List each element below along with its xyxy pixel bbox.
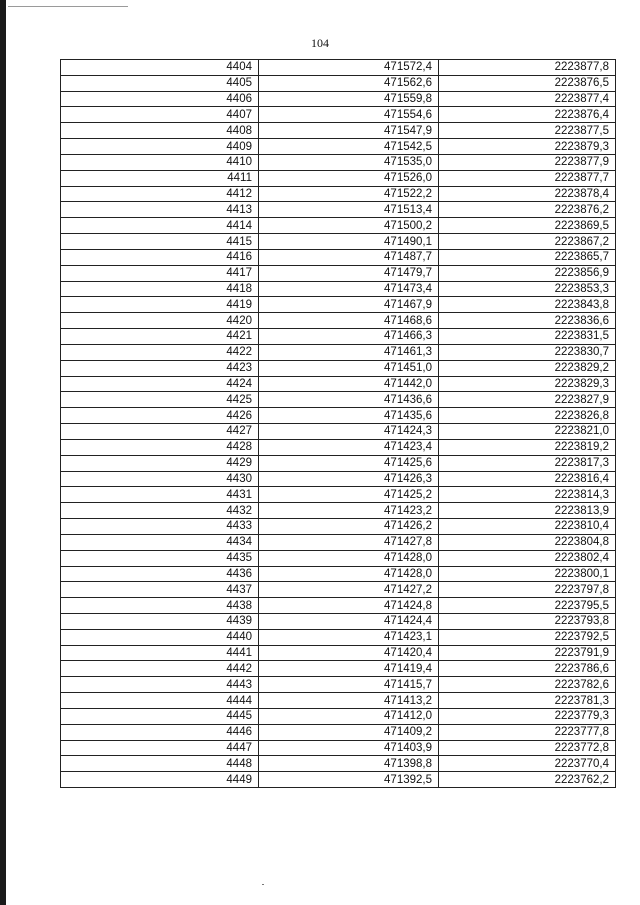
page-number: 104 xyxy=(311,36,329,50)
coordinates-table-body xyxy=(61,60,616,788)
x-coordinate-cell: 471428,0 xyxy=(259,566,439,582)
point-number-cell: 4446 xyxy=(61,724,259,740)
x-coordinate-cell: 471487,7 xyxy=(259,249,439,265)
point-number-cell: 4440 xyxy=(61,629,259,645)
table-row xyxy=(61,582,616,598)
x-coordinate-cell: 471413,2 xyxy=(259,693,439,709)
point-number-cell: 4417 xyxy=(61,265,259,281)
table-row xyxy=(61,566,616,582)
point-number-cell: 4433 xyxy=(61,519,259,535)
point-number-cell: 4414 xyxy=(61,218,259,234)
point-number-cell: 4447 xyxy=(61,740,259,756)
point-number-cell: 4445 xyxy=(61,708,259,724)
y-coordinate-cell: 2223781,3 xyxy=(439,693,616,709)
table-row xyxy=(61,60,616,76)
table-row xyxy=(61,139,616,155)
y-coordinate-cell: 2223819,2 xyxy=(439,439,616,455)
table-row xyxy=(61,629,616,645)
point-number-cell: 4438 xyxy=(61,598,259,614)
y-coordinate-cell: 2223802,4 xyxy=(439,550,616,566)
x-coordinate-cell: 471547,9 xyxy=(259,123,439,139)
point-number-cell: 4410 xyxy=(61,154,259,170)
x-coordinate-cell: 471415,7 xyxy=(259,677,439,693)
table-row xyxy=(61,772,616,788)
y-coordinate-cell: 2223879,3 xyxy=(439,139,616,155)
point-number-cell: 4407 xyxy=(61,107,259,123)
table-row xyxy=(61,740,616,756)
x-coordinate-cell: 471423,1 xyxy=(259,629,439,645)
x-coordinate-cell: 471420,4 xyxy=(259,645,439,661)
x-coordinate-cell: 471467,9 xyxy=(259,297,439,313)
x-coordinate-cell: 471500,2 xyxy=(259,218,439,234)
table-row xyxy=(61,534,616,550)
table-row xyxy=(61,550,616,566)
table-row xyxy=(61,424,616,440)
point-number-cell: 4411 xyxy=(61,170,259,186)
point-number-cell: 4442 xyxy=(61,661,259,677)
point-number-cell: 4408 xyxy=(61,123,259,139)
table-row xyxy=(61,677,616,693)
point-number-cell: 4409 xyxy=(61,139,259,155)
x-coordinate-cell: 471427,2 xyxy=(259,582,439,598)
point-number-cell: 4449 xyxy=(61,772,259,788)
x-coordinate-cell: 471412,0 xyxy=(259,708,439,724)
y-coordinate-cell: 2223869,5 xyxy=(439,218,616,234)
point-number-cell: 4435 xyxy=(61,550,259,566)
y-coordinate-cell: 2223772,8 xyxy=(439,740,616,756)
table-row xyxy=(61,329,616,345)
table-row xyxy=(61,154,616,170)
y-coordinate-cell: 2223829,2 xyxy=(439,360,616,376)
point-number-cell: 4436 xyxy=(61,566,259,582)
point-number-cell: 4406 xyxy=(61,91,259,107)
y-coordinate-cell: 2223865,7 xyxy=(439,249,616,265)
y-coordinate-cell: 2223826,8 xyxy=(439,408,616,424)
y-coordinate-cell: 2223876,2 xyxy=(439,202,616,218)
point-number-cell: 4441 xyxy=(61,645,259,661)
x-coordinate-cell: 471436,6 xyxy=(259,392,439,408)
table-row xyxy=(61,487,616,503)
x-coordinate-cell: 471424,8 xyxy=(259,598,439,614)
point-number-cell: 4432 xyxy=(61,503,259,519)
x-coordinate-cell: 471473,4 xyxy=(259,281,439,297)
y-coordinate-cell: 2223877,9 xyxy=(439,154,616,170)
y-coordinate-cell: 2223779,3 xyxy=(439,708,616,724)
y-coordinate-cell: 2223816,4 xyxy=(439,471,616,487)
y-coordinate-cell: 2223795,5 xyxy=(439,598,616,614)
y-coordinate-cell: 2223829,3 xyxy=(439,376,616,392)
y-coordinate-cell: 2223810,4 xyxy=(439,519,616,535)
y-coordinate-cell: 2223797,8 xyxy=(439,582,616,598)
x-coordinate-cell: 471424,3 xyxy=(259,424,439,440)
x-coordinate-cell: 471442,0 xyxy=(259,376,439,392)
y-coordinate-cell: 2223782,6 xyxy=(439,677,616,693)
x-coordinate-cell: 471409,2 xyxy=(259,724,439,740)
table-row xyxy=(61,170,616,186)
scan-edge xyxy=(0,0,6,905)
table-row xyxy=(61,519,616,535)
y-coordinate-cell: 2223827,9 xyxy=(439,392,616,408)
x-coordinate-cell: 471562,6 xyxy=(259,75,439,91)
table-row xyxy=(61,708,616,724)
y-coordinate-cell: 2223843,8 xyxy=(439,297,616,313)
y-coordinate-cell: 2223821,0 xyxy=(439,424,616,440)
y-coordinate-cell: 2223876,4 xyxy=(439,107,616,123)
point-number-cell: 4416 xyxy=(61,249,259,265)
y-coordinate-cell: 2223792,5 xyxy=(439,629,616,645)
table-row xyxy=(61,281,616,297)
y-coordinate-cell: 2223813,9 xyxy=(439,503,616,519)
point-number-cell: 4420 xyxy=(61,313,259,329)
point-number-cell: 4418 xyxy=(61,281,259,297)
x-coordinate-cell: 471419,4 xyxy=(259,661,439,677)
y-coordinate-cell: 2223878,4 xyxy=(439,186,616,202)
point-number-cell: 4419 xyxy=(61,297,259,313)
y-coordinate-cell: 2223877,8 xyxy=(439,60,616,76)
table-row xyxy=(61,724,616,740)
x-coordinate-cell: 471490,1 xyxy=(259,234,439,250)
table-row xyxy=(61,439,616,455)
y-coordinate-cell: 2223867,2 xyxy=(439,234,616,250)
point-number-cell: 4429 xyxy=(61,455,259,471)
table-row xyxy=(61,123,616,139)
point-number-cell: 4415 xyxy=(61,234,259,250)
y-coordinate-cell: 2223856,9 xyxy=(439,265,616,281)
point-number-cell: 4424 xyxy=(61,376,259,392)
point-number-cell: 4405 xyxy=(61,75,259,91)
y-coordinate-cell: 2223817,3 xyxy=(439,455,616,471)
y-coordinate-cell: 2223814,3 xyxy=(439,487,616,503)
x-coordinate-cell: 471392,5 xyxy=(259,772,439,788)
x-coordinate-cell: 471423,2 xyxy=(259,503,439,519)
x-coordinate-cell: 471461,3 xyxy=(259,344,439,360)
table-row xyxy=(61,455,616,471)
point-number-cell: 4427 xyxy=(61,424,259,440)
x-coordinate-cell: 471535,0 xyxy=(259,154,439,170)
table-row xyxy=(61,408,616,424)
y-coordinate-cell: 2223800,1 xyxy=(439,566,616,582)
y-coordinate-cell: 2223831,5 xyxy=(439,329,616,345)
x-coordinate-cell: 471424,4 xyxy=(259,613,439,629)
x-coordinate-cell: 471572,4 xyxy=(259,60,439,76)
table-row xyxy=(61,107,616,123)
point-number-cell: 4413 xyxy=(61,202,259,218)
x-coordinate-cell: 471426,2 xyxy=(259,519,439,535)
y-coordinate-cell: 2223876,5 xyxy=(439,75,616,91)
point-number-cell: 4430 xyxy=(61,471,259,487)
x-coordinate-cell: 471403,9 xyxy=(259,740,439,756)
point-number-cell: 4439 xyxy=(61,613,259,629)
table-row xyxy=(61,503,616,519)
x-coordinate-cell: 471425,2 xyxy=(259,487,439,503)
table-row xyxy=(61,249,616,265)
point-number-cell: 4404 xyxy=(61,60,259,76)
table-row xyxy=(61,645,616,661)
table-row xyxy=(61,297,616,313)
y-coordinate-cell: 2223786,6 xyxy=(439,661,616,677)
coordinates-table xyxy=(60,59,616,788)
point-number-cell: 4425 xyxy=(61,392,259,408)
y-coordinate-cell: 2223836,6 xyxy=(439,313,616,329)
x-coordinate-cell: 471466,3 xyxy=(259,329,439,345)
x-coordinate-cell: 471479,7 xyxy=(259,265,439,281)
y-coordinate-cell: 2223770,4 xyxy=(439,756,616,772)
x-coordinate-cell: 471451,0 xyxy=(259,360,439,376)
x-coordinate-cell: 471428,0 xyxy=(259,550,439,566)
x-coordinate-cell: 471559,8 xyxy=(259,91,439,107)
point-number-cell: 4426 xyxy=(61,408,259,424)
table-row xyxy=(61,360,616,376)
table-row xyxy=(61,756,616,772)
x-coordinate-cell: 471426,3 xyxy=(259,471,439,487)
y-coordinate-cell: 2223877,7 xyxy=(439,170,616,186)
point-number-cell: 4448 xyxy=(61,756,259,772)
x-coordinate-cell: 471513,4 xyxy=(259,202,439,218)
y-coordinate-cell: 2223877,5 xyxy=(439,123,616,139)
point-number-cell: 4428 xyxy=(61,439,259,455)
scan-speck xyxy=(262,884,264,885)
y-coordinate-cell: 2223762,2 xyxy=(439,772,616,788)
point-number-cell: 4423 xyxy=(61,360,259,376)
table-row xyxy=(61,598,616,614)
x-coordinate-cell: 471398,8 xyxy=(259,756,439,772)
x-coordinate-cell: 471427,8 xyxy=(259,534,439,550)
y-coordinate-cell: 2223877,4 xyxy=(439,91,616,107)
table-row xyxy=(61,471,616,487)
table-row xyxy=(61,202,616,218)
table-row xyxy=(61,344,616,360)
y-coordinate-cell: 2223853,3 xyxy=(439,281,616,297)
header-rule xyxy=(8,6,128,7)
x-coordinate-cell: 471435,6 xyxy=(259,408,439,424)
x-coordinate-cell: 471522,2 xyxy=(259,186,439,202)
point-number-cell: 4431 xyxy=(61,487,259,503)
table-row xyxy=(61,613,616,629)
point-number-cell: 4422 xyxy=(61,344,259,360)
x-coordinate-cell: 471468,6 xyxy=(259,313,439,329)
point-number-cell: 4444 xyxy=(61,693,259,709)
x-coordinate-cell: 471425,6 xyxy=(259,455,439,471)
table-row xyxy=(61,265,616,281)
point-number-cell: 4443 xyxy=(61,677,259,693)
table-row xyxy=(61,313,616,329)
table-row xyxy=(61,693,616,709)
table-row xyxy=(61,392,616,408)
x-coordinate-cell: 471423,4 xyxy=(259,439,439,455)
point-number-cell: 4421 xyxy=(61,329,259,345)
table-row xyxy=(61,91,616,107)
table-row xyxy=(61,186,616,202)
x-coordinate-cell: 471526,0 xyxy=(259,170,439,186)
point-number-cell: 4434 xyxy=(61,534,259,550)
y-coordinate-cell: 2223791,9 xyxy=(439,645,616,661)
x-coordinate-cell: 471542,5 xyxy=(259,139,439,155)
table-row xyxy=(61,218,616,234)
y-coordinate-cell: 2223777,8 xyxy=(439,724,616,740)
table-row xyxy=(61,376,616,392)
x-coordinate-cell: 471554,6 xyxy=(259,107,439,123)
table-row xyxy=(61,75,616,91)
point-number-cell: 4437 xyxy=(61,582,259,598)
y-coordinate-cell: 2223804,8 xyxy=(439,534,616,550)
y-coordinate-cell: 2223793,8 xyxy=(439,613,616,629)
y-coordinate-cell: 2223830,7 xyxy=(439,344,616,360)
point-number-cell: 4412 xyxy=(61,186,259,202)
table-row xyxy=(61,661,616,677)
table-row xyxy=(61,234,616,250)
